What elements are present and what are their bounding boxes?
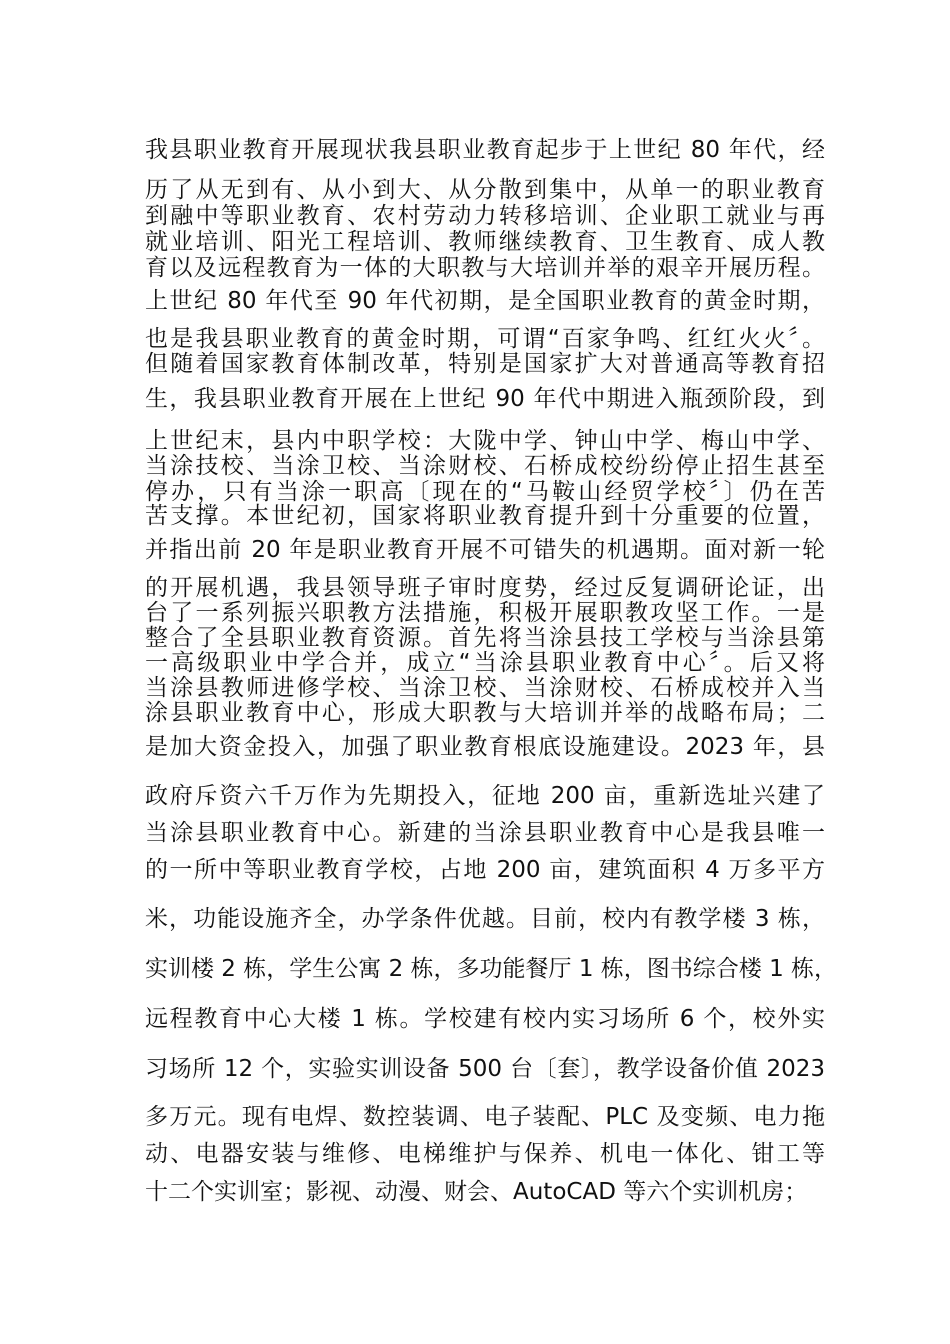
text-line: 当涂技校、当涂卫校、当涂财校、石桥成校纷纷停止招生甚至	[145, 453, 825, 479]
text-line: 当涂县教师进修学校、当涂卫校、当涂财校、石桥成校并入当	[145, 675, 825, 701]
text-line: 多万元。现有电焊、数控装调、电子装配、PLC 及变频、电力拖	[145, 1104, 825, 1130]
text-line: 我县职业教育开展现状我县职业教育起步于上世纪 80 年代，经	[145, 137, 825, 163]
text-line: 动、电器安装与维修、电梯维护与保养、机电一体化、钳工等	[145, 1141, 825, 1167]
text-line: 育以及远程教育为一体的大职教与大培训并举的艰辛开展历程。	[145, 255, 825, 281]
text-line: 习场所 12 个，实验实训设备 500 台〔套〕，教学设备价值 2023	[145, 1056, 825, 1082]
text-line: 上世纪末，县内中职学校：大陇中学、钟山中学、梅山中学、	[145, 428, 825, 454]
text-line: 当涂县职业教育中心。新建的当涂县职业教育中心是我县唯一	[145, 820, 825, 846]
text-line: 停办，只有当涂一职高〔现在的“马鞍山经贸学校〞〕仍在苦	[145, 479, 825, 505]
text-line: 台了一系列振兴职教方法措施，积极开展职教攻坚工作。一是	[145, 600, 825, 626]
text-line: 远程教育中心大楼 1 栋。学校建有校内实习场所 6 个，校外实	[145, 1006, 825, 1032]
text-line: 苦支撑。本世纪初，国家将职业教育提升到十分重要的位置，	[145, 503, 825, 529]
text-line: 就业培训、阳光工程培训、教师继续教育、卫生教育、成人教	[145, 229, 825, 255]
text-line: 历了从无到有、从小到大、从分散到集中，从单一的职业教育	[145, 177, 825, 203]
text-line: 是加大资金投入，加强了职业教育根底设施建设。2023 年，县	[145, 734, 825, 760]
text-line: 上世纪 80 年代至 90 年代初期，是全国职业教育的黄金时期，	[145, 288, 825, 314]
text-line: 到融中等职业教育、农村劳动力转移培训、企业职工就业与再	[145, 203, 825, 229]
text-line: 一高级职业中学合并，成立“当涂县职业教育中心〞。后又将	[145, 650, 825, 676]
text-line: 政府斥资六千万作为先期投入，征地 200 亩，重新选址兴建了	[145, 783, 825, 809]
text-line: 生，我县职业教育开展在上世纪 90 年代中期进入瓶颈阶段，到	[145, 386, 825, 412]
text-line: 的一所中等职业教育学校，占地 200 亩，建筑面积 4 万多平方	[145, 857, 825, 883]
text-line: 也是我县职业教育的黄金时期，可谓“百家争鸣、红红火火〞。	[145, 326, 825, 352]
text-line: 米，功能设施齐全，办学条件优越。目前，校内有教学楼 3 栋，	[145, 906, 825, 932]
text-line: 实训楼 2 栋，学生公寓 2 栋，多功能餐厅 1 栋，图书综合楼 1 栋，	[145, 956, 838, 982]
text-line: 并指出前 20 年是职业教育开展不可错失的机遇期。面对新一轮	[145, 537, 825, 563]
text-line: 十二个实训室；影视、动漫、财会、AutoCAD 等六个实训机房；	[145, 1179, 808, 1205]
text-line: 涂县职业教育中心，形成大职教与大培训并举的战略布局；二	[145, 700, 825, 726]
text-line: 但随着国家教育体制改革，特别是国家扩大对普通高等教育招	[145, 351, 825, 377]
text-line: 整合了全县职业教育资源。首先将当涂县技工学校与当涂县第	[145, 625, 825, 651]
text-line: 的开展机遇，我县领导班子审时度势，经过反复调研论证，出	[145, 575, 825, 601]
